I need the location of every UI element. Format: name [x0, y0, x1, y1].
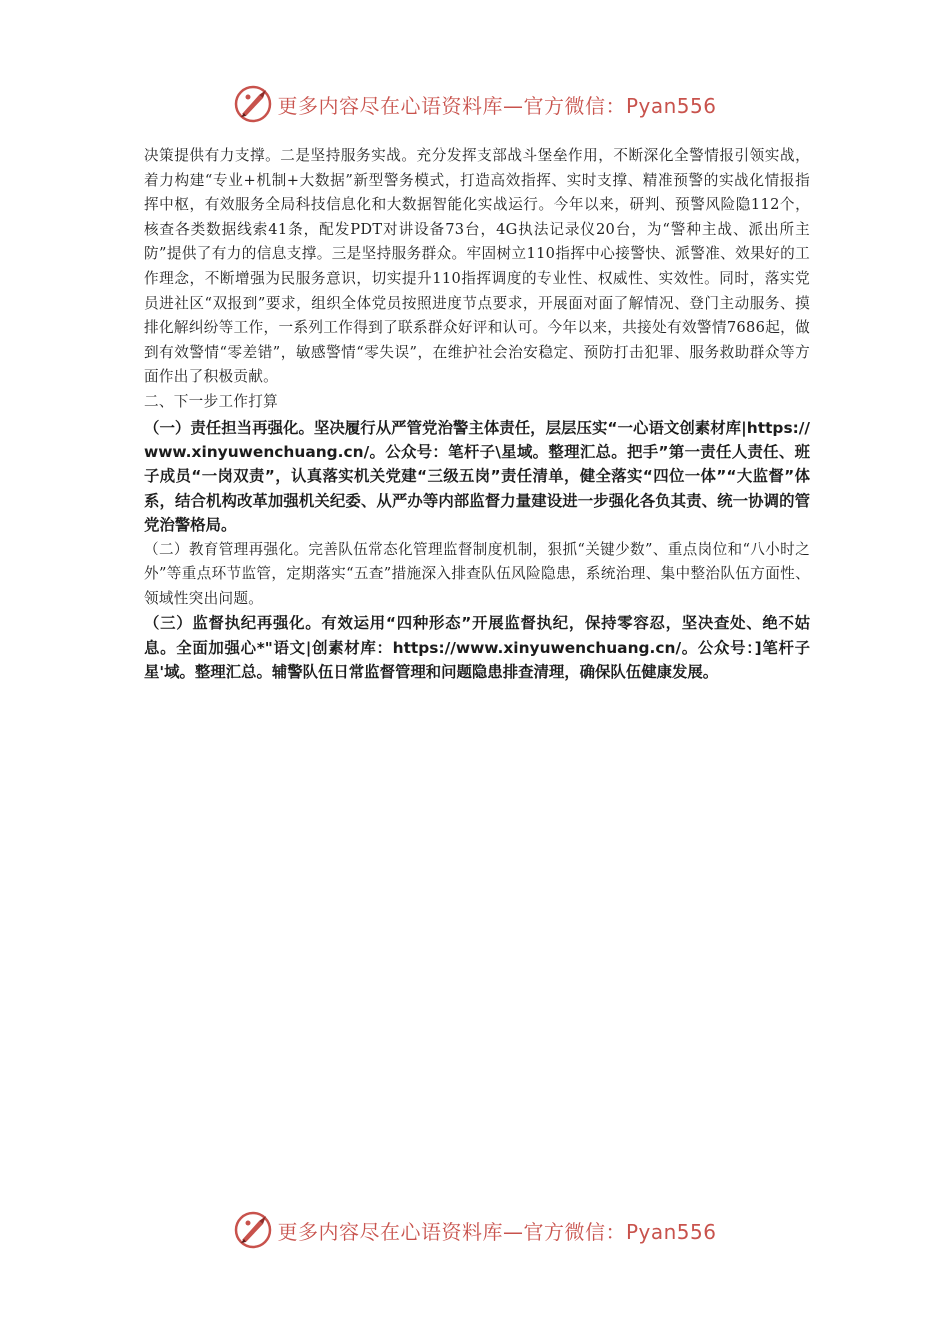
- paragraph-supervision-discipline: （三）监督执纪再强化。有效运用“四种形态”开展监督执纪，保持零容忍，坚决查处、绝不姑息。全面加强心*"语文|创素材库：https://www.xinyuwenchuang.cn/。公众号：]笔杆子星'域。整理汇总。辅警队伍日常监督管理和问题隐患排查清理，确保队伍健康发展。: [144, 614, 810, 682]
- footer-banner: [0, 1208, 950, 1252]
- header-banner: [0, 82, 950, 126]
- pen-quill-logo-icon: [233, 1210, 273, 1250]
- footer-banner-text: 更多内容尽在心语资料库—官方微信：Pyan556: [277, 1219, 717, 1244]
- paragraph-responsibility: （一）责任担当再强化。坚决履行从严管党治警主体责任，层层压实“一心语文创素材库|https://www.xinyuwenchuang.cn/。公众号：笔杆子\星域。整理汇总。把手”第一责任人责任、班子成员“一岗双责”，认真落实机关党建“三级五岗”责任清单，健全落实“四位一体”“大监督”体系，结合机构改革加强机关纪委、从严办等内部监督力量建设进一步强化各负其责、统一协调的管党治警格局。: [144, 418, 810, 535]
- section-heading-next-steps: 二、下一步工作打算: [144, 392, 279, 410]
- paragraph-education-management: （二）教育管理再强化。完善队伍常态化管理监督制度机制，狠抓“关键少数”、重点岗位和“八小时之外”等重点环节监管，定期落实“五查”措施深入排查队伍风险隐患，系统治理、集中整治队伍方面性、领域性突出问题。: [144, 540, 810, 607]
- document-body: [144, 144, 810, 685]
- header-banner-text: 更多内容尽在心语资料库—官方微信：Pyan556: [277, 93, 717, 118]
- paragraph-service-practice: 决策提供有力支撑。二是坚持服务实战。充分发挥支部战斗堡垒作用，不断深化全警情报引领实战，着力构建“专业+机制+大数据”新型警务模式，打造高效指挥、实时支撑、精准预警的实战化情报指挥中枢，有效服务全局科技信息化和大数据智能化实战运行。今年以来，研判、预警风险隐112个，核查各类数据线索41条，配发PDT对讲设备73台，4G执法记录仪20台，为“警种主战、派出所主防”提供了有力的信息支撑。三是坚持服务群众。牢固树立110指挥中心接警快、派警准、效果好的工作理念，不断增强为民服务意识，切实提升110指挥调度的专业性、权威性、实效性。同时，落实党员进社区“双报到”要求，组织全体党员按照进度节点要求，开展面对面了解情况、登门主动服务、摸排化解纠纷等工作，一系列工作得到了联系群众好评和认可。今年以来，共接处有效警情7686起，做到有效警情“零差错”，敏感警情“零失误”，在维护社会治安稳定、预防打击犯罪、服务救助群众等方面作出了积极贡献。: [144, 147, 810, 386]
- pen-quill-logo-icon: [233, 84, 273, 124]
